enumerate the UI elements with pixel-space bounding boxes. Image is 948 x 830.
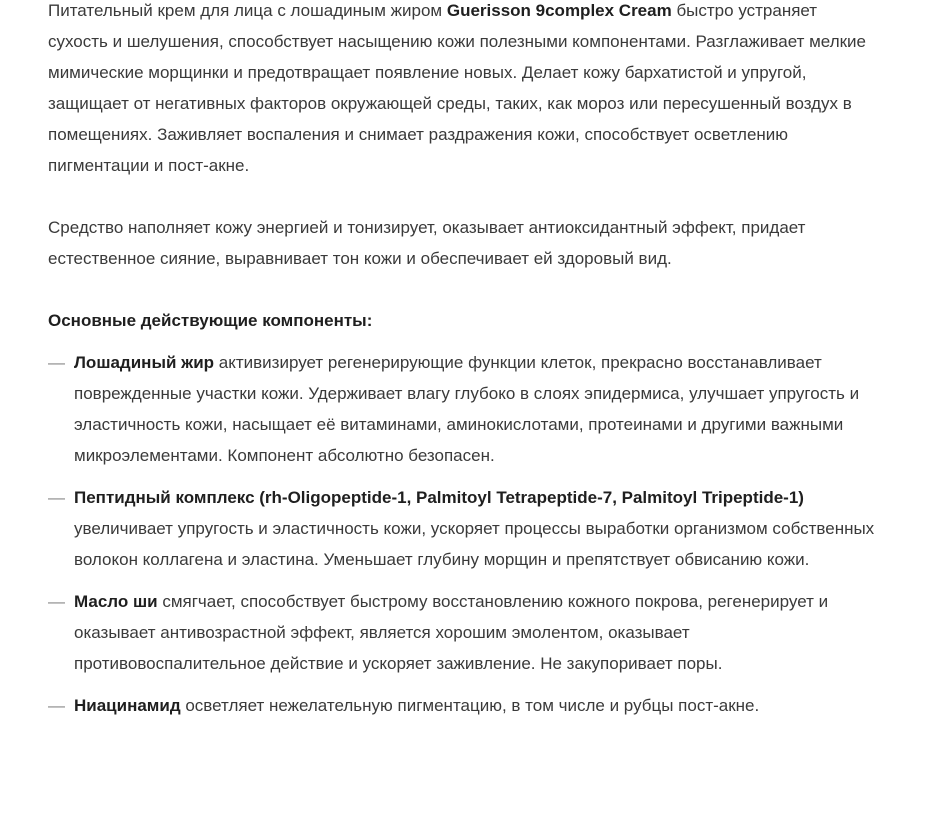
product-description — [48, 0, 878, 732]
component-name: Масло ши — [74, 592, 158, 611]
list-item — [48, 482, 878, 575]
intro-text-start: Питательный крем для лица с лошадиным жиром — [48, 1, 447, 20]
component-description: активизирует регенерирующие функции клеток, прекрасно восстанавливает поврежденные участки кожи. Удерживает влагу глубоко в слоях эпидермиса, улучшает упругость и эластичность кожи, насыщает её витаминами, аминокислотами, протеинами и другими важными — [74, 353, 860, 434]
intro-paragraph-2: Средство наполняет кожу энергией и тонизирует, оказывает антиоксидантный эффект, придает естественное сияние, выравнивает тон кожи и обеспечивает ей здоровый вид. — [48, 218, 806, 268]
component-description: увеличивает упругость и эластичность кожи, ускоряет процессы выработки организмом собственных волокон коллагена и эластина. Уменьшает глубину морщин и препятствует обвисанию кожи. — [74, 519, 875, 569]
product-brand-name: Guerisson 9complex Cream — [446, 1, 672, 20]
component-description: осветляет нежелательную пигментацию, в том числе и рубцы пост-акне. — [180, 696, 760, 715]
dash-bullet: — — [48, 353, 65, 372]
component-name: Пептидный комплекс (rh-Oligopeptide-1, Palmitoyl Tetrapeptide-7, Palmitoyl Tripeptide-1) — [74, 488, 804, 507]
dash-bullet: — — [48, 592, 65, 611]
component-name: Лошадиный жир — [74, 353, 215, 372]
intro-text-rest: быстро устраняет сухость и шелушения, способствует насыщению кожи полезными компонентами. Разглаживает мелкие мимические морщинки и предотвращает появление новых. Делает кожу бархатистой и упругой, защищает от негативных факторов окружающей среды, таких, как мороз или пересушенный воздух в помещениях. Заживляет воспаления и снимает раздражения кожи, способствует осветлению пигментации и пост-акне. — [48, 1, 867, 175]
list-item — [48, 690, 878, 721]
components-list — [48, 347, 878, 721]
list-item — [48, 586, 878, 679]
intro-paragraph-1 — [48, 0, 878, 181]
component-name: Ниацинамид — [74, 696, 181, 715]
list-item — [48, 347, 878, 471]
dash-bullet: — — [48, 696, 65, 715]
component-description: смягчает, способствует быстрому восстановлению кожного покрова, регенерирует и оказывает антивозрастной эффект, является хорошим эмолентом, оказывает противовоспалительное действие и ускоряет заживление. Не закупоривает поры. — [74, 592, 829, 673]
components-heading: Основные действующие компоненты: — [48, 311, 373, 330]
dash-bullet: — — [48, 488, 65, 507]
component-description-cont: микроэлементами. Компонент абсолютно безопасен. — [74, 446, 495, 465]
